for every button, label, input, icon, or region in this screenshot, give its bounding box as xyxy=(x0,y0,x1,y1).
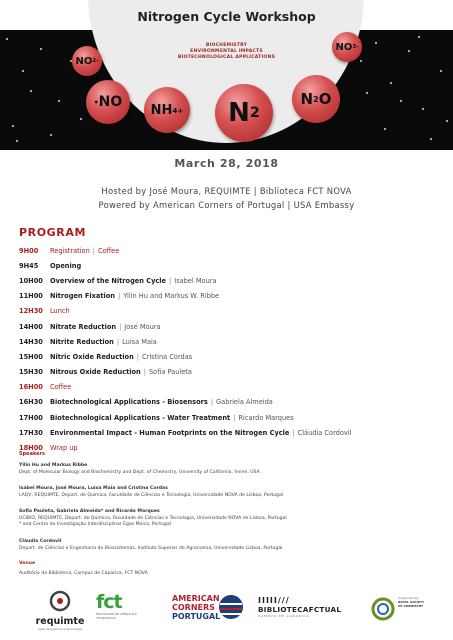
program-row xyxy=(19,425,449,440)
star-dot xyxy=(384,128,386,130)
star-dot xyxy=(80,118,82,120)
speaker-entry xyxy=(19,463,449,476)
rsc-swirl-icon xyxy=(370,596,396,622)
molecule-n2o-icon: N 2 O xyxy=(292,75,340,123)
speaker-names: Yilin Hu and Markus Ribbe xyxy=(19,463,88,468)
requimte-tagline: rede de química e tecnologia xyxy=(38,627,82,631)
program-title: Nitrate Reduction xyxy=(50,322,117,331)
star-dot xyxy=(22,70,24,72)
program-title: Biotechnological Applications - Water Treatment xyxy=(50,413,231,422)
program-title: Nitrite Reduction xyxy=(50,337,114,346)
star-dot xyxy=(390,82,392,84)
speaker-entry xyxy=(19,509,449,529)
rsc-line1: Supported by xyxy=(398,596,419,600)
program-title: Opening xyxy=(50,261,82,270)
program-row xyxy=(19,258,449,273)
program-speaker: Cláudia Cordovil xyxy=(297,428,352,437)
program-row xyxy=(19,349,449,364)
program-title: Coffee xyxy=(50,383,72,392)
separator: | xyxy=(169,276,172,285)
program-row xyxy=(19,440,449,455)
rsc-text xyxy=(398,596,432,608)
program-time: 12H30 xyxy=(19,307,43,316)
program-row xyxy=(19,319,449,334)
star-dot xyxy=(12,125,14,127)
speaker-entry xyxy=(19,539,449,552)
program-title: Registration xyxy=(50,246,90,255)
speaker-names: Isabel Moura, José Moura, Luisa Maia and Cristina Cordas xyxy=(19,486,168,491)
separator: | xyxy=(119,322,122,331)
program-time: 17H30 xyxy=(19,428,43,437)
venue-heading: Venue xyxy=(19,561,36,566)
requimte-circle-icon xyxy=(49,590,71,612)
molecule-n2-icon: N 2 xyxy=(215,84,273,142)
speaker-entry xyxy=(19,486,449,499)
event-date: March 28, 2018 xyxy=(174,157,279,170)
program-time: 16H30 xyxy=(19,398,43,407)
program-time: 15H30 xyxy=(19,368,43,377)
speaker-affiliation: LAQV, REQUIMTE, Depart. de Química, Faculdade de Ciências e Tecnologia, Universidade NOVA de Lisboa, Portugal xyxy=(19,492,284,498)
program-time: 10H00 xyxy=(19,276,43,285)
program-row xyxy=(19,289,449,304)
program-time: 9H45 xyxy=(19,261,39,270)
separator: | xyxy=(210,398,214,407)
program-heading: PROGRAM xyxy=(19,226,87,239)
rsc-line3: OF CHEMISTRY xyxy=(398,604,424,608)
program-row xyxy=(19,410,449,425)
program-row xyxy=(19,365,449,380)
biblioteca-logo xyxy=(258,596,354,618)
star-dot xyxy=(30,90,32,92)
star-dot xyxy=(440,70,442,72)
star-dot xyxy=(400,100,402,102)
separator: | xyxy=(118,292,121,301)
program-title: Nitrogen Fixation xyxy=(50,292,115,301)
star-dot xyxy=(6,38,8,40)
program-time: 14H30 xyxy=(19,337,43,346)
program-speaker: Cristina Cordas xyxy=(142,352,193,361)
program-time: 11H00 xyxy=(19,292,43,301)
speaker-affiliation: Dept. of Molecular Biology and Biochemistry and Dept. of Chemistry, University of California, Irvine, USA xyxy=(19,469,260,475)
program-time: 15H00 xyxy=(19,352,43,361)
ac-line1: AMERICAN xyxy=(172,594,220,603)
program-title: Overview of the Nitrogen Cycle xyxy=(50,276,167,285)
powered-by: Powered by American Corners of Portugal | USA Embassy xyxy=(98,200,355,210)
program-title: Lunch xyxy=(50,307,70,316)
molecule-no3-icon: NO 3 - xyxy=(332,32,362,62)
program-list xyxy=(19,243,449,456)
hosted-by: Hosted by José Moura, REQUIMTE | Biblioteca FCT NOVA xyxy=(101,186,352,196)
speaker-affiliation-note: * and Centro de Investigação Interdisciplinar Egas Moniz, Portugal xyxy=(19,522,171,527)
fct-logo xyxy=(96,592,158,620)
subtitle-line-1: BIOCHEMISTRY xyxy=(205,43,248,48)
flag-globe-icon xyxy=(218,594,244,620)
speakers-heading: Speakers xyxy=(19,451,45,457)
star-dot xyxy=(430,138,432,140)
molecule-no2-icon: NO 2 - xyxy=(72,46,102,76)
program-row xyxy=(19,273,449,288)
program-title: Nitrous Oxide Reduction xyxy=(50,368,141,377)
molecule-no-icon: • NO xyxy=(86,80,130,124)
speaker-names: Sofia Pauleta, Gabriela Almeida* and Ricardo Marques xyxy=(19,509,160,514)
program-speaker: José Moura xyxy=(124,322,161,331)
ac-line3: PORTUGAL xyxy=(172,612,221,621)
speaker-affiliation: UCIBIO, REQUIMTE, Depart. de Química, Faculdade de Ciências e Tecnologia, Universidade NOVA de Lisboa, Portugal xyxy=(19,515,287,521)
program-row xyxy=(19,243,449,258)
program-row xyxy=(19,380,449,395)
separator: | xyxy=(92,246,95,255)
program-speaker: Gabriela Almeida xyxy=(216,398,273,407)
program-time: 18H00 xyxy=(19,444,43,453)
program-speaker: Ricardo Marques xyxy=(238,413,294,422)
program-title: Biotechnological Applications - Biosensors xyxy=(50,398,208,407)
biblioteca-bars: IIIII/// xyxy=(258,596,290,605)
requimte-name: requimte xyxy=(35,616,85,627)
biblioteca-name: BIBLIOTECAFCTUAL xyxy=(258,605,342,614)
program-row xyxy=(19,395,449,410)
separator: | xyxy=(143,368,146,377)
fct-mark: fct xyxy=(96,591,122,613)
molecule-nh4-icon: NH 4 + xyxy=(144,87,190,133)
ac-line2: CORNERS xyxy=(172,603,215,612)
rsc-line2: ROYAL SOCIETY xyxy=(398,600,425,604)
program-speaker: Luisa Maia xyxy=(122,337,157,346)
fct-tagline: FACULDADE DE CIÊNCIAS E TECNOLOGIA xyxy=(96,612,137,620)
star-dot xyxy=(50,134,52,136)
program-speaker: Yilin Hu and Markus W. Ribbe xyxy=(123,292,220,301)
program-title: Environmental Impact - Human Footprints on the Nitrogen Cycle xyxy=(50,428,290,437)
star-dot xyxy=(366,92,368,94)
program-speaker: Sofia Pauleta xyxy=(148,368,192,377)
program-speaker: Isabel Moura xyxy=(174,276,217,285)
program-time: 14H00 xyxy=(19,322,43,331)
sponsor-logos xyxy=(0,590,453,640)
star-dot xyxy=(418,36,420,38)
program-time: 17H00 xyxy=(19,413,43,422)
requimte-logo xyxy=(32,590,88,631)
star-dot xyxy=(16,140,18,142)
program-row xyxy=(19,334,449,349)
separator: | xyxy=(292,428,295,437)
program-time: 16H00 xyxy=(19,383,43,392)
star-dot xyxy=(422,108,424,110)
subtitle-line-2: ENVIRONMENTAL IMPACTS xyxy=(190,49,263,54)
star-dot xyxy=(446,120,448,122)
separator: | xyxy=(136,352,139,361)
venue-block xyxy=(19,561,449,577)
american-corners-logo xyxy=(172,594,242,621)
program-title: Nitric Oxide Reduction xyxy=(50,352,134,361)
program-row xyxy=(19,304,449,319)
program-time: 9H00 xyxy=(19,246,39,255)
hero-banner xyxy=(0,0,453,150)
biblioteca-sub: CAMPUS DE CAPARICA xyxy=(258,614,310,618)
workshop-title: Nitrogen Cycle Workshop xyxy=(137,9,316,24)
star-dot xyxy=(58,100,60,102)
venue-text: Auditório da Biblioteca, Campus de Caparica, FCT NOVA xyxy=(19,570,148,576)
separator: | xyxy=(233,413,236,422)
separator: | xyxy=(116,337,120,346)
speaker-affiliation: Depart. de Ciências e Engenharia de Biossistemas, Instituto Superior de Agronomia, Universidade Lisboa, Portugal xyxy=(19,545,283,551)
subtitle-line-3: BIOTECHNOLOGICAL APPLICATIONS xyxy=(177,55,276,60)
speaker-names: Cláudia Cordovil xyxy=(19,539,62,544)
program-title: Wrap up xyxy=(50,444,78,453)
program-speaker: Coffee xyxy=(98,246,120,255)
